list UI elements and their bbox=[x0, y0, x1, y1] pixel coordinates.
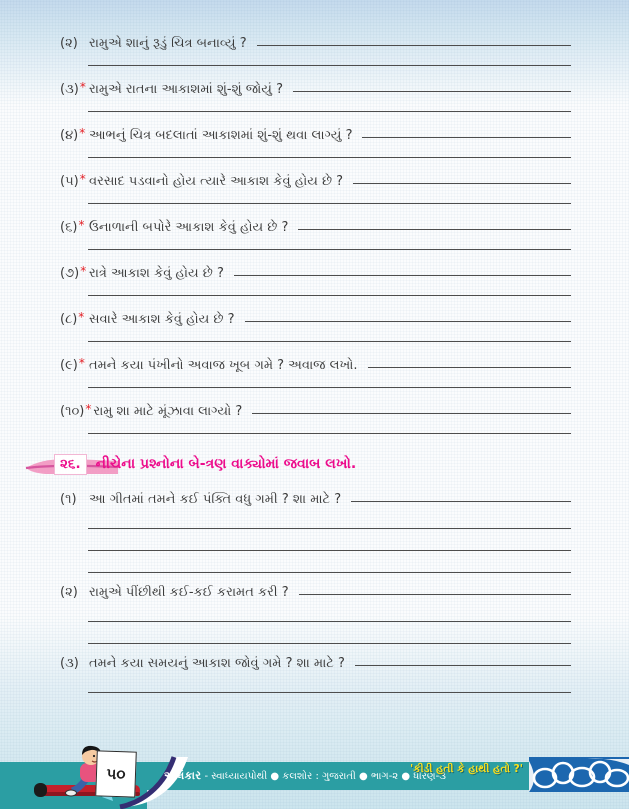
inline-answer-line bbox=[355, 665, 571, 666]
inline-answer-line bbox=[362, 137, 571, 138]
series-name: અલંકાર bbox=[164, 769, 202, 782]
question-block bbox=[60, 266, 571, 296]
question-list-part1 bbox=[60, 36, 571, 434]
answer-line bbox=[88, 692, 571, 693]
question-row bbox=[60, 404, 571, 419]
answer-line bbox=[88, 157, 571, 158]
question-block bbox=[60, 128, 571, 158]
question-row bbox=[60, 312, 571, 327]
question-block bbox=[60, 656, 571, 693]
footnote-star-marker: * bbox=[78, 356, 85, 370]
answer-line bbox=[88, 65, 571, 66]
answer-line bbox=[88, 203, 571, 204]
question-block bbox=[60, 312, 571, 342]
book-edition-info: - સ્વાધ્યાયપોથી ● કલશોર : ગુજરાતી ● ભાગ-૨ ● ધોરણ-૩ bbox=[201, 771, 446, 782]
question-text: આ ગીતમાં તમને કઈ પંક્તિ વધુ ગમી ? શા માટે ? bbox=[89, 492, 342, 507]
question-number: (૨) bbox=[60, 585, 78, 600]
page-footer bbox=[0, 745, 629, 809]
footnote-star-marker: * bbox=[78, 310, 85, 324]
section-header bbox=[26, 450, 571, 478]
answer-line bbox=[88, 341, 571, 342]
question-row bbox=[60, 358, 571, 373]
answer-line bbox=[88, 643, 571, 644]
question-text: રામુ શા માટે મૂંઝાવા લાગ્યો ? bbox=[93, 404, 243, 419]
question-text: તમને કયા સમયનું આકાશ જોવું ગમે ? શા માટે ? bbox=[89, 656, 345, 671]
question-block bbox=[60, 404, 571, 434]
inline-answer-line bbox=[351, 501, 571, 502]
inline-answer-line bbox=[298, 229, 571, 230]
question-number: (૧) bbox=[60, 492, 77, 507]
white-rings-icon bbox=[529, 757, 629, 792]
question-list-part2 bbox=[60, 492, 571, 693]
question-text: આભનું ચિત્ર બદલાતાં આકાશમાં શું-શું થવા લાગ્યું ? bbox=[89, 128, 353, 143]
inline-answer-line bbox=[299, 594, 571, 595]
question-number: (૩)* bbox=[60, 80, 86, 97]
answer-line bbox=[88, 621, 571, 622]
question-number: (૩) bbox=[60, 656, 79, 671]
question-text: વરસાદ પડવાનો હોય ત્યારે આકાશ કેવું હોય છે ? bbox=[89, 174, 344, 189]
section-number-badge: ૨૬. bbox=[54, 454, 87, 475]
inline-answer-line bbox=[257, 45, 571, 46]
inline-answer-line bbox=[245, 321, 572, 322]
answer-line bbox=[88, 295, 571, 296]
question-number: (૭)* bbox=[60, 264, 87, 281]
answer-line bbox=[88, 111, 571, 112]
question-text: તમને કયા પંખીનો અવાજ ખૂબ ગમે ? અવાજ લખો. bbox=[89, 358, 358, 373]
inline-answer-line bbox=[353, 183, 571, 184]
question-row bbox=[60, 220, 571, 235]
question-row bbox=[60, 266, 571, 281]
footnote-star-marker: * bbox=[85, 402, 92, 416]
book-info bbox=[164, 769, 446, 783]
worksheet-content bbox=[60, 36, 571, 705]
question-number: (૨) bbox=[60, 36, 78, 51]
inline-answer-line bbox=[368, 367, 571, 368]
question-text: રાત્રે આકાશ કેવું હોય છે ? bbox=[89, 266, 224, 281]
question-block bbox=[60, 585, 571, 644]
answer-line bbox=[88, 433, 571, 434]
question-block bbox=[60, 358, 571, 388]
question-number: (૯)* bbox=[60, 356, 85, 373]
question-row bbox=[60, 128, 571, 143]
question-text: સવારે આકાશ કેવું હોય છે ? bbox=[89, 312, 235, 327]
inline-answer-line bbox=[293, 91, 571, 92]
inline-answer-line bbox=[234, 275, 571, 276]
question-block bbox=[60, 174, 571, 204]
answer-line bbox=[88, 572, 571, 573]
question-number: (૪)* bbox=[60, 126, 86, 143]
question-block bbox=[60, 82, 571, 112]
question-number: (૫)* bbox=[60, 172, 86, 189]
answer-line bbox=[88, 550, 571, 551]
answer-line bbox=[88, 528, 571, 529]
question-block bbox=[60, 492, 571, 573]
question-row bbox=[60, 492, 571, 507]
question-row bbox=[60, 82, 571, 97]
footnote-star-marker: * bbox=[78, 218, 85, 232]
question-number: (૧૦)* bbox=[60, 402, 92, 419]
footnote-star-marker: * bbox=[79, 126, 86, 140]
question-text: રામુએ રાતના આકાશમાં શું-શું જોયું ? bbox=[89, 82, 283, 97]
footnote-star-marker: * bbox=[79, 172, 86, 186]
question-row bbox=[60, 174, 571, 189]
question-row bbox=[60, 656, 571, 671]
question-number: (૮)* bbox=[60, 310, 85, 327]
question-block bbox=[60, 220, 571, 250]
footnote-star-marker: * bbox=[79, 80, 86, 94]
page-number-card bbox=[95, 750, 137, 797]
question-text: રામુએ શાનું રૂડું ચિત્ર બનાવ્યું ? bbox=[89, 36, 247, 51]
section-title: નીચેના પ્રશ્નોના બે-ત્રણ વાક્યોમાં જવાબ લખો. bbox=[95, 456, 357, 472]
chapter-title: 'કીડી હતી કે હાથી હતો ?' bbox=[410, 763, 523, 775]
question-row bbox=[60, 36, 571, 51]
question-number: (૬)* bbox=[60, 218, 85, 235]
inline-answer-line bbox=[252, 413, 571, 414]
answer-line bbox=[88, 387, 571, 388]
question-row bbox=[60, 585, 571, 600]
question-block bbox=[60, 36, 571, 66]
question-text: રામુએ પીંછીથી કઈ-કઈ કરામત કરી ? bbox=[89, 585, 289, 600]
page-number: ૫૦ bbox=[106, 764, 126, 784]
footnote-star-marker: * bbox=[80, 264, 87, 278]
rings-decoration-box bbox=[529, 757, 629, 792]
question-text: ઉનાળાની બપોરે આકાશ કેવું હોય છે ? bbox=[89, 220, 289, 235]
answer-line bbox=[88, 249, 571, 250]
